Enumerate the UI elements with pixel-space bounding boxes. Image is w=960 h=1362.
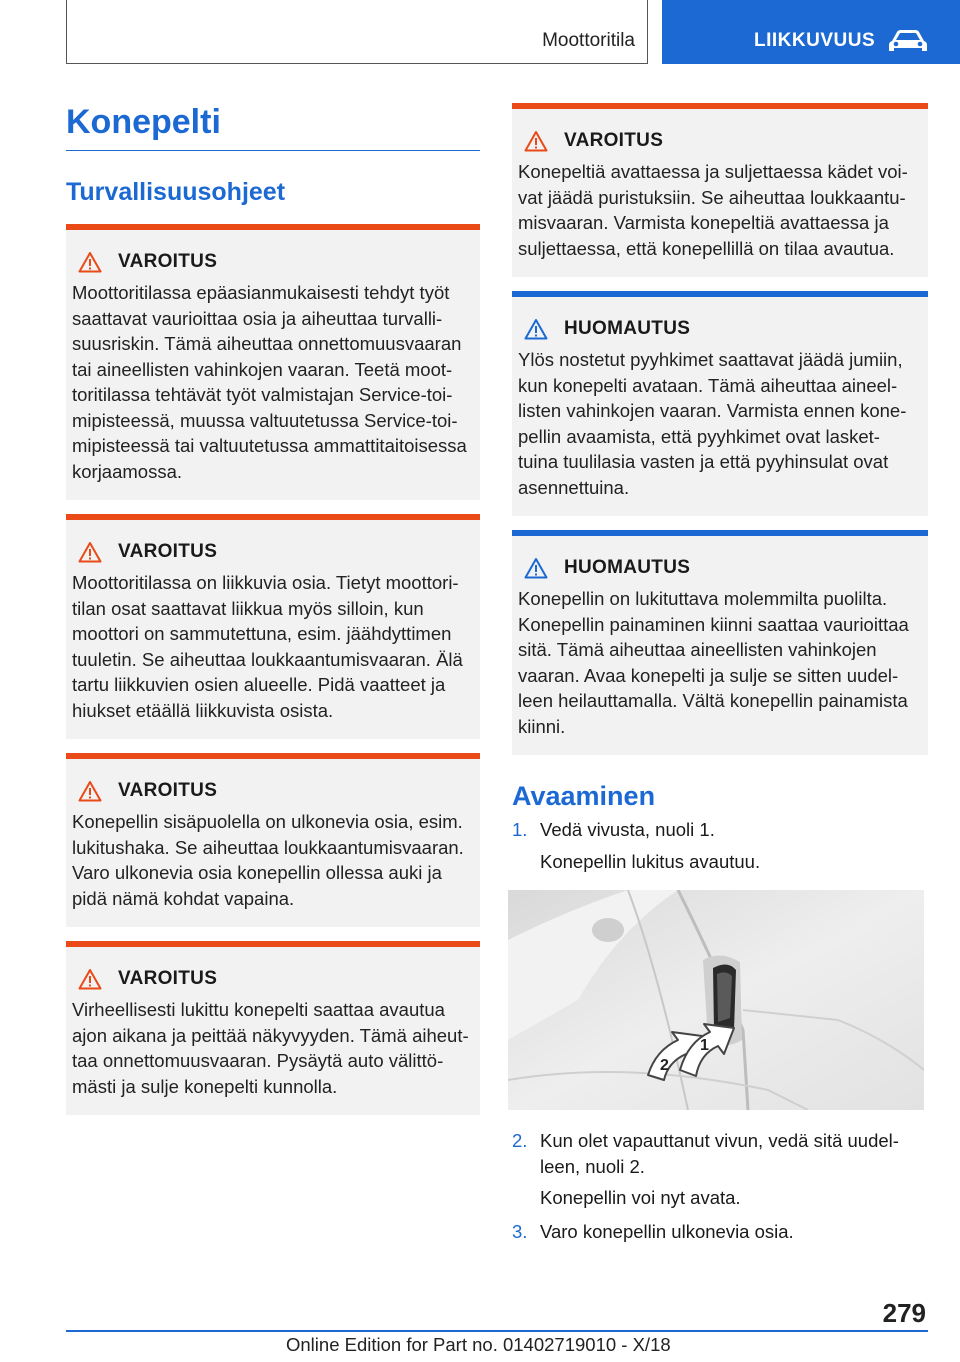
caution-notice	[512, 530, 928, 755]
left-column	[66, 100, 480, 1115]
step-text: Kun olet vapauttanut vivun, vedä sitä uudel‐leen, nuoli 2.	[540, 1130, 899, 1177]
warning-triangle-icon	[78, 541, 102, 563]
warning-triangle-icon	[524, 130, 548, 152]
step-text: Vedä vivusta, nuoli 1.	[540, 819, 715, 840]
notice-text: Virheellisesti lukittu konepelti saattaa avautua ajon aikana ja peittää näkyvyyden. Tämä aiheut‐taa onnettomuusvaaran. Pysäytä auto välittö‐mästi ja sulje konepelti kunnolla.	[72, 999, 469, 1097]
footer-divider	[66, 1330, 928, 1332]
step-result: Konepellin lukitus avautuu.	[540, 850, 761, 872]
warning-notice	[66, 753, 480, 927]
warning-triangle-icon	[524, 557, 548, 579]
header-chapter-tab	[662, 0, 960, 64]
step-number: 2.	[512, 1130, 528, 1151]
header-section-box	[66, 0, 648, 64]
page-number: 279	[882, 1298, 926, 1328]
warning-triangle-icon	[524, 318, 548, 340]
warning-triangle-icon	[78, 780, 102, 802]
right-column	[512, 103, 928, 1244]
caution-notice	[512, 291, 928, 516]
notice-title: VAROITUS	[564, 130, 664, 151]
step-number: 3.	[512, 1220, 528, 1242]
warning-notice	[66, 514, 480, 739]
step-item	[512, 817, 928, 843]
warning-triangle-icon	[78, 968, 102, 990]
step-number: 1.	[512, 819, 528, 840]
notice-title: VAROITUS	[118, 968, 218, 989]
notice-text: Konepellin on lukituttava molemmilta puolilta. Konepellin painaminen kiinni saattaa vaurioittaa sitä. Tämä aiheuttaa aineellisten vahinkojen vaaran. Avaa konepelti ja sulje se sitten uudel‐leen heilauttamalla. Vältä konepellin painamista kiinni.	[518, 588, 909, 737]
subsection-title: Avaaminen	[512, 781, 656, 811]
warning-notice	[66, 941, 480, 1115]
notice-header	[72, 248, 472, 276]
notice-text: Konepeltiä avattaessa ja suljettaessa kädet voi‐vat jäädä puristuksiin. Se aiheuttaa loukkaantu‐misvaaran. Varmista konepeltiä avattaessa ja suljettaessa, että konepellillä on tilaa avautua.	[518, 161, 908, 259]
section-title: Turvallisuusohjeet	[66, 178, 286, 206]
notice-header	[518, 127, 920, 155]
step-result: Konepellin voi nyt avata.	[540, 1187, 741, 1208]
header-section-title: Moottoritila	[542, 30, 635, 51]
footer-edition-text: Online Edition for Part no. 01402719010 - X/18	[286, 1334, 671, 1355]
notice-title: HUOMAUTUS	[564, 557, 691, 578]
page-title: Konepelti	[66, 100, 480, 151]
notice-header	[518, 554, 920, 582]
notice-title: HUOMAUTUS	[564, 318, 691, 339]
arrow-label-1: 1	[700, 1037, 709, 1054]
arrow-label-2: 2	[660, 1057, 669, 1074]
car-icon	[886, 27, 930, 55]
step-item	[512, 1128, 928, 1179]
notice-text: Konepellin sisäpuolella on ulkonevia osia, esim. lukitushaka. Se aiheuttaa loukkaantumisvaaran. Varo ulkonevia osia konepellin ollessa auki ja pidä nämä kohdat vapaina.	[72, 811, 464, 909]
step-item	[512, 1219, 928, 1245]
warning-triangle-icon	[78, 251, 102, 273]
notice-title: VAROITUS	[118, 780, 218, 801]
notice-title: VAROITUS	[118, 251, 218, 272]
warning-notice	[512, 103, 928, 277]
hood-release-illustration	[508, 890, 924, 1110]
header-chapter-label: LIIKKUVUUS	[754, 30, 876, 51]
notice-text: Ylös nostetut pyyhkimet saattavat jäädä jumiin, kun konepelti avataan. Tämä aiheuttaa aineel‐listen vahinkojen vaaran. Varmista ennen kone‐pellin avaamista, että pyyhkimet ovat lasket‐tuina tuulilasia vasten ja että pyyhinsulat ovat asennettuina.	[518, 349, 907, 498]
notice-title: VAROITUS	[118, 541, 218, 562]
notice-text: Moottoritilassa epäasianmukaisesti tehdyt työt saattavat vaurioittaa osia ja aiheuttaa turvalli‐suusriskin. Tämä aiheuttaa onnettomuusvaaran tai aineellisten vahinkojen vaaran. Teetä moot‐toritilassa tehtävät työt valmistajan Service-toi‐mipisteessä, muussa valtuutetussa Service-toi‐mipisteessä tai valtuutetussa ammattitaitoisessa korjaamossa.	[72, 282, 467, 482]
notice-header	[72, 777, 472, 805]
step-text: Varo konepellin ulkonevia osia.	[540, 1220, 794, 1242]
hood-release-lever-figure	[508, 890, 924, 1110]
notice-header	[72, 965, 472, 993]
notice-header	[518, 315, 920, 343]
notice-header	[72, 538, 472, 566]
notice-text: Moottoritilassa on liikkuvia osia. Tietyt moottori‐tilan osat saattavat liikkua myös silloin, kun moottori on sammutettuna, esim. jäähdyttimen tuuletin. Se aiheuttaa loukkaantumisvaaran. Älä tartu liikkuvien osien alueelle. Pidä vaatteet ja hiukset etäällä liikkuvista osista.	[72, 572, 463, 721]
warning-notice	[66, 224, 480, 500]
